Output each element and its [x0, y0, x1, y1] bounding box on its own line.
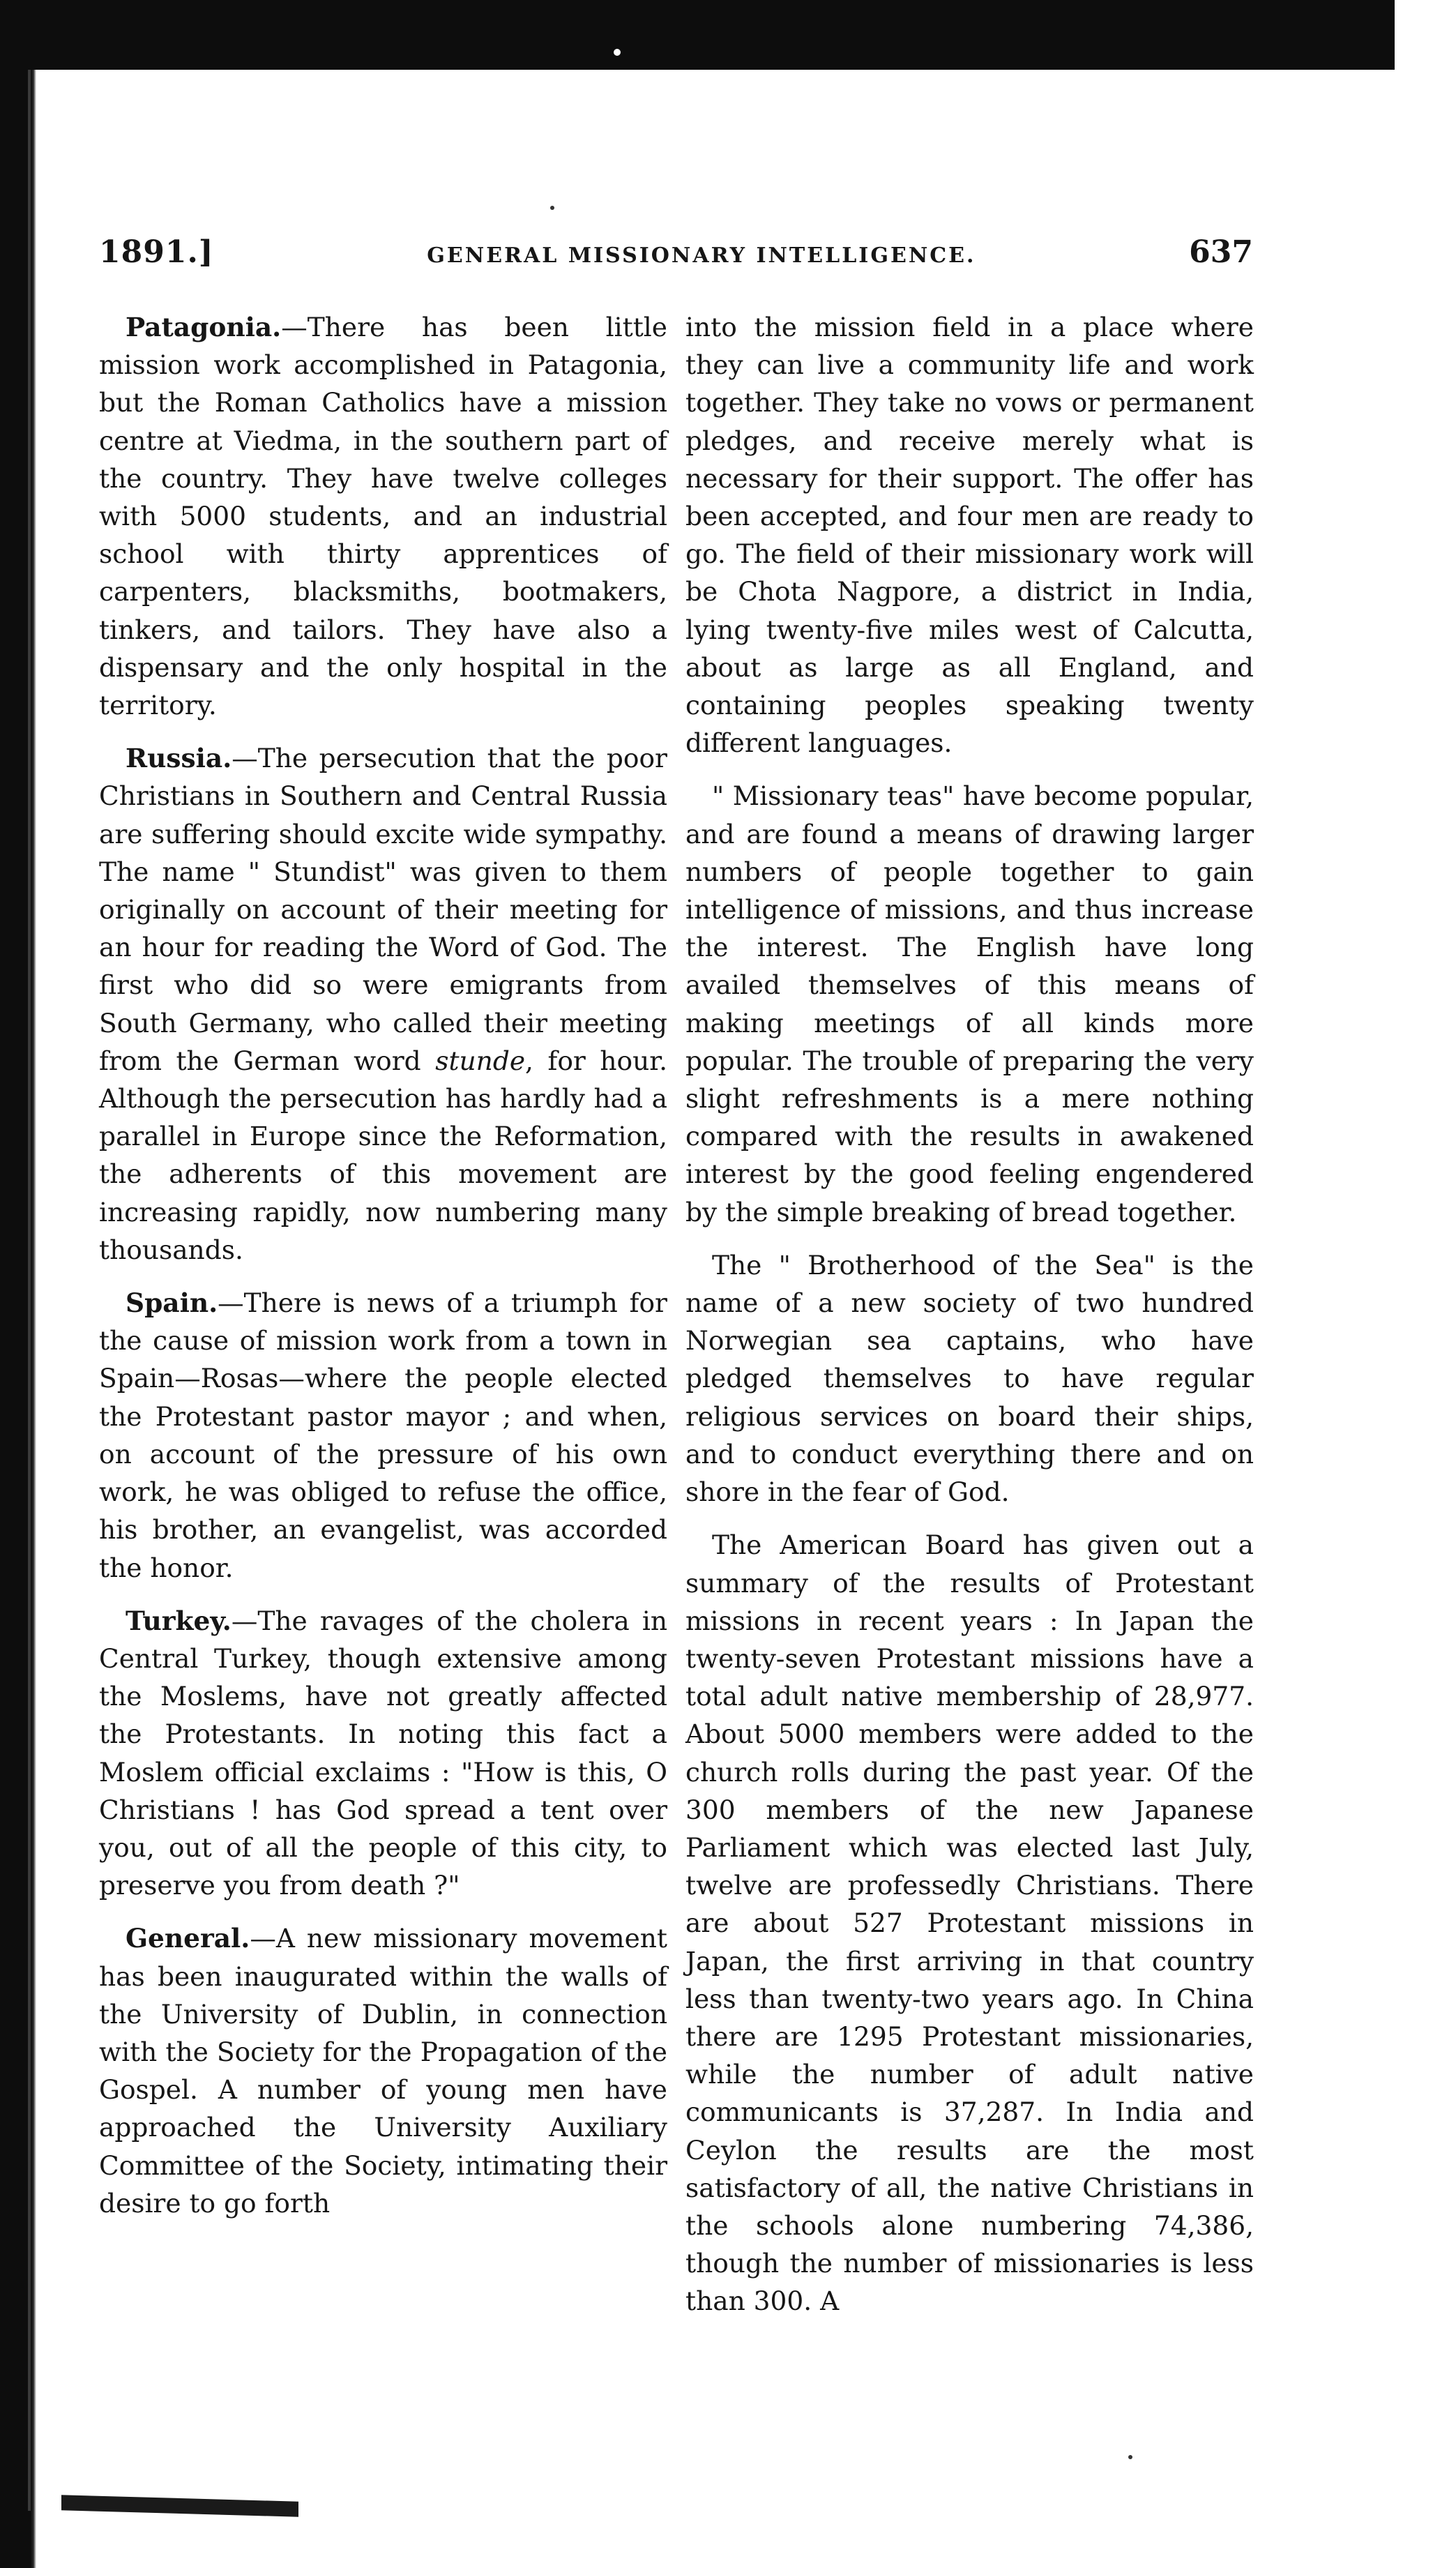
paragraph-text: —A new missionary movement has been inaugurated within the walls of the University of Dublin, in connection with the Society for the Propagation of the Gospel. A number of young men have approached the University Auxiliary Committee of the Society, intimating their desire to go forth — [99, 1923, 667, 2219]
paragraph-continuation: into the mission field in a place where they can live a community life and work together. They take no vows or permanent pledges, and receive merely what is necessary for their support. The offer has been accepted, and four men are ready to go. The field of their missionary work will be Chota Nagpore, a district in India, lying twenty-five miles west of Calcutta, about as large as all England, and containing peoples speaking twenty different languages. — [685, 312, 1254, 759]
paragraph-patagonia — [99, 308, 667, 724]
page-year: 1891.] — [99, 234, 214, 270]
paragraph-text: , for hour. Although the persecution has hardly had a parallel in Europe since the Reformation, the adherents of this movement are increasing rapidly, now numbering many thousands. — [99, 1045, 667, 1265]
emphasis-word: stunde — [435, 1045, 526, 1076]
scan-left-border — [0, 70, 36, 2568]
right-column — [685, 308, 1254, 2320]
topic-lead-general: General. — [126, 1923, 250, 1954]
topic-lead-spain: Spain. — [126, 1287, 218, 1319]
topic-lead-russia: Russia. — [126, 743, 232, 774]
paragraph-general — [99, 1919, 667, 2222]
paragraph-text: —There is news of a triumph for the cause of mission work from a town in Spain—Rosas—where the people elected the Protestant pastor mayor ; and when, on account of the pressure of his own work, he was obliged to refuse the office, his brother, an evangelist, was accorded the honor. — [99, 1287, 667, 1583]
paragraph-spain — [99, 1284, 667, 1587]
scan-speck — [550, 206, 554, 210]
topic-lead-patagonia: Patagonia. — [126, 312, 282, 342]
left-column — [99, 308, 667, 2222]
running-head — [99, 234, 1253, 276]
paragraph-american-board: The American Board has given out a summary of the results of Protestant missions in recent years : In Japan the twenty-seven Protestant missions have a total adult native membership of 28,977. About 5000 members were added to the church rolls during the past year. Of the 300 members of the new Japanese Parliament which was elected last July, twelve are professedly Christians. There are about 527 Protestant missions in Japan, the first arriving in that country less than twenty-two years ago. In China there are 1295 Protestant missionaries, while the number of adult native communicants is 37,287. In India and Ceylon the results are the most satisfactory of all, the native Christians in the schools alone numbering 74,386, though the number of missionaries is less than 300. A — [685, 1530, 1254, 2317]
scan-speck — [1128, 2455, 1132, 2459]
paragraph-russia — [99, 739, 667, 1269]
paragraph-text: —The persecution that the poor Christians in Southern and Central Russia are suffering should excite wide sympathy. The name " Stundist" was given to them originally on account of their meeting for an hour for reading the Word of God. The first who did so were emigrants from South Germany, who called their meeting from the German word — [99, 743, 667, 1076]
paragraph-brotherhood-of-the-sea: The " Brotherhood of the Sea" is the name of a new society of two hundred Norwegian sea captains, who have pledged themselves to have regular religious services on board their ships, and to conduct everything there and on shore in the fear of God. — [685, 1249, 1254, 1508]
page-number: 637 — [1189, 234, 1253, 270]
scan-top-border — [0, 0, 1395, 70]
page-header-title: GENERAL MISSIONARY INTELLIGENCE. — [427, 243, 976, 268]
paragraph-text: —There has been little mission work accomplished in Patagonia, but the Roman Catholics have a mission centre at Viedma, in the southern part of the country. They have twelve colleges with 5000 students, and an industrial school with thirty apprentices of carpenters, blacksmiths, bootmakers, tinkers, and tailors. They have also a dispensary and the only hospital in the territory. — [99, 312, 667, 721]
paragraph-turkey — [99, 1602, 667, 1905]
topic-lead-turkey: Turkey. — [126, 1605, 232, 1636]
paragraph-text: —The ravages of the cholera in Central Turkey, though extensive among the Moslems, have not greatly affected the Protestants. In noting this fact a Moslem official exclaims : "How is this, O Christians ! has God spread a tent over you, out of all the people of this city, to preserve you from death ?" — [99, 1605, 667, 1901]
scan-bottom-mark — [61, 2495, 298, 2516]
paragraph-missionary-teas: " Missionary teas" have become popular, and are found a means of drawing larger numbers of people together to gain intelligence of missions, and thus increase the interest. The English have long availed themselves of this means of making meetings of all kinds more popular. The trouble of preparing the very slight refreshments is a mere nothing compared with the results in awakened interest by the good feeling engendered by the simple breaking of bread together. — [685, 780, 1254, 1228]
